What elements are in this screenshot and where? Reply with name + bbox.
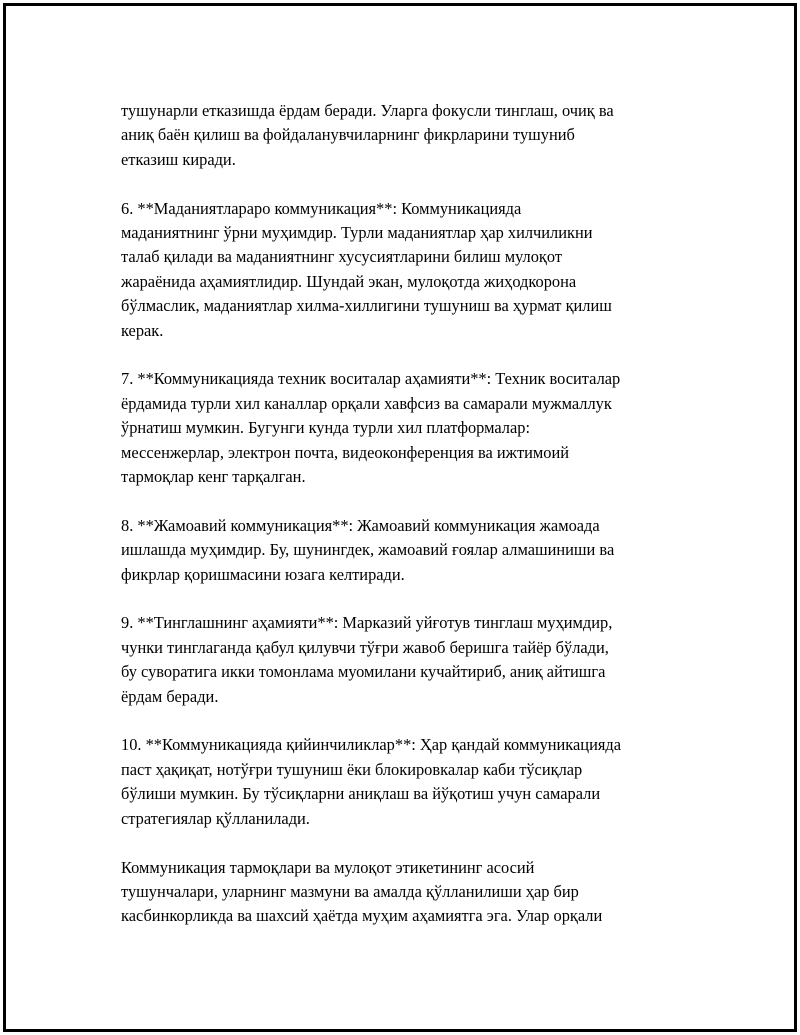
document-body: [121, 99, 696, 929]
text-line: 8. **Жамоавий коммуникация**: Жамоавий коммуникация жамоада: [121, 515, 600, 535]
text-line: 9. **Тинглашнинг аҳамияти**: Марказий уйғотув тинглаш муҳимдир,: [121, 613, 613, 633]
text-line: тушунарли етказишда ёрдам беради. Уларга фокусли тинглаш, очиқ ва: [121, 101, 614, 120]
text-line: маданиятнинг ўрни муҳимдир. Турли маданиятлар ҳар хилчиликни: [121, 223, 593, 243]
paragraph-item-6: [121, 197, 696, 343]
text-line: бўлмаслик, маданиятлар хилма-хиллигини тушуниш ва ҳурмат қилиш: [121, 296, 612, 316]
paragraph-item-8: [121, 514, 696, 587]
paragraph-intro-continuation: [121, 99, 696, 172]
paragraph-conclusion: [121, 856, 696, 929]
paragraph-item-10: [121, 733, 696, 831]
text-line: талаб қилади ва маданиятнинг хусусиятларини билиш мулоқот: [121, 247, 563, 267]
text-line: чунки тинглаганда қабул қилувчи тўғри жавоб беришга тайёр бўлади,: [121, 637, 609, 657]
text-line: стратегиялар қўлланилади.: [121, 808, 310, 828]
text-line: бу суворатига икки томонлама муомилани кучайтириб, аниқ айтишга: [121, 662, 606, 682]
text-line: жараёнида аҳамиятлидир. Шундай экан, мулоқотда жиҳодкорона: [121, 271, 577, 291]
text-line: фикрлар қоришмасини юзага келтиради.: [121, 564, 405, 584]
text-line: тушунчалари, уларнинг мазмуни ва амалда қўлланилиши ҳар бир: [121, 881, 579, 901]
text-line: аниқ баён қилиш ва фойдаланувчиларнинг фикрларини тушуниб: [121, 125, 575, 145]
text-line: 6. **Маданиятлараро коммуникация**: Коммуникацияда: [121, 198, 522, 218]
text-line: ёрдам беради.: [121, 686, 219, 706]
paragraph-item-7: [121, 367, 696, 489]
text-line: ўрнатиш мумкин. Бугунги кунда турли хил платформалар:: [121, 418, 531, 438]
text-line: бўлиши мумкин. Бу тўсиқларни аниқлаш ва йўқотиш учун самарали: [121, 784, 601, 804]
paragraph-item-9: [121, 611, 696, 709]
text-line: 7. **Коммуникацияда техник воситалар аҳамияти**: Техник воситалар: [121, 369, 621, 389]
text-line: мессенжерлар, электрон почта, видеоконференция ва ижтимоий: [121, 442, 570, 462]
text-line: касбинкорликда ва шахсий ҳаётда муҳим аҳамиятга эга. Улар орқали: [121, 906, 603, 926]
text-line: керак.: [121, 320, 164, 340]
document-page: [3, 3, 797, 1032]
text-line: ёрдамида турли хил каналлар орқали хавфсиз ва самарали мужмаллук: [121, 393, 612, 413]
text-line: паст ҳақиқат, нотўғри тушуниш ёки блокировкалар каби тўсиқлар: [121, 759, 583, 779]
text-line: ишлашда муҳимдир. Бу, шунингдек, жамоавий ғоялар алмашиниши ва: [121, 540, 615, 560]
text-line: тармоқлар кенг тарқалган.: [121, 467, 306, 487]
text-line: Коммуникация тармоқлари ва мулоқот этикетининг асосий: [121, 857, 535, 877]
text-line: етказиш киради.: [121, 149, 236, 169]
text-line: 10. **Коммуникацияда қийинчиликлар**: Ҳар қандай коммуникацияда: [121, 735, 621, 755]
